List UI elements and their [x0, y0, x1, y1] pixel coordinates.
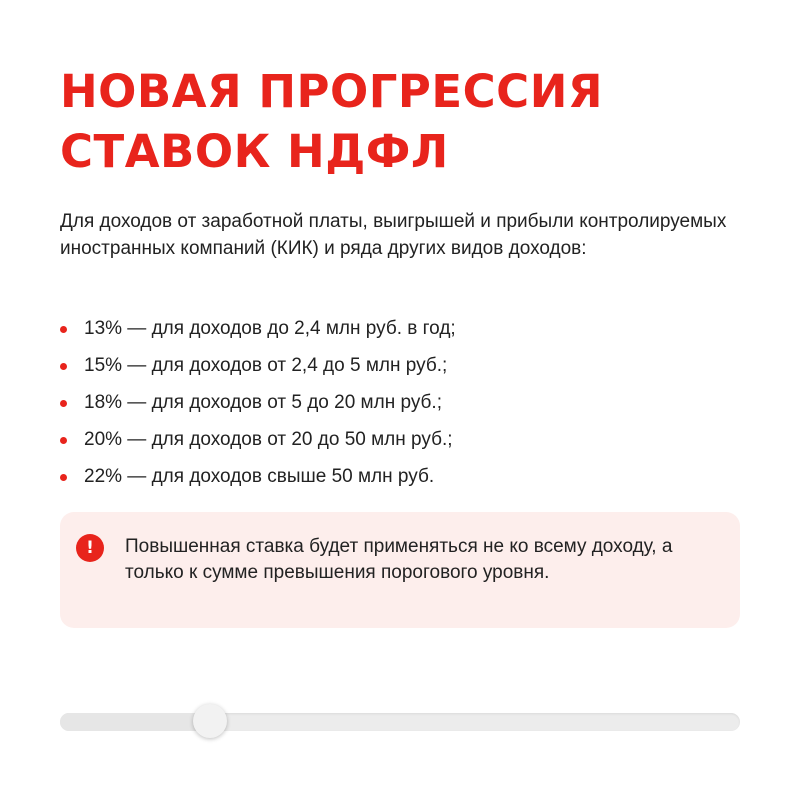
- slider-fill: [60, 713, 210, 731]
- page-slider[interactable]: [60, 710, 740, 734]
- bullet-icon: [60, 400, 67, 407]
- rate-text: 15% — для доходов от 2,4 до 5 млн руб.;: [84, 355, 448, 376]
- list-item: [60, 388, 740, 425]
- title-line-2: СТАВОК НДФЛ: [60, 125, 449, 178]
- notice-text: Повышенная ставка будет применяться не ко всему доходу, а только к сумме превышения порогового уровня.: [125, 536, 673, 583]
- rates-list: [60, 314, 740, 499]
- rate-text: 18% — для доходов от 5 до 20 млн руб.;: [84, 392, 442, 413]
- bullet-icon: [60, 474, 67, 481]
- intro-text: Для доходов от заработной платы, выигрышей и прибыли контролируемых иностранных компаний (КИК) и ряда других видов доходов:: [60, 211, 727, 259]
- rate-text: 20% — для доходов от 20 до 50 млн руб.;: [84, 429, 453, 450]
- exclamation-icon: !: [76, 534, 104, 562]
- slider-thumb[interactable]: [193, 704, 227, 738]
- rate-text: 13% — для доходов до 2,4 млн руб. в год;: [84, 318, 456, 339]
- list-item: [60, 462, 740, 499]
- list-item: [60, 314, 740, 351]
- notice-box: [60, 512, 740, 628]
- list-item: [60, 351, 740, 388]
- list-item: [60, 425, 740, 462]
- title-line-1: НОВАЯ ПРОГРЕССИЯ: [60, 65, 604, 118]
- bullet-icon: [60, 326, 67, 333]
- rate-text: 22% — для доходов свыше 50 млн руб.: [84, 466, 435, 487]
- bullet-icon: [60, 437, 67, 444]
- bullet-icon: [60, 363, 67, 370]
- page-title: [60, 62, 750, 182]
